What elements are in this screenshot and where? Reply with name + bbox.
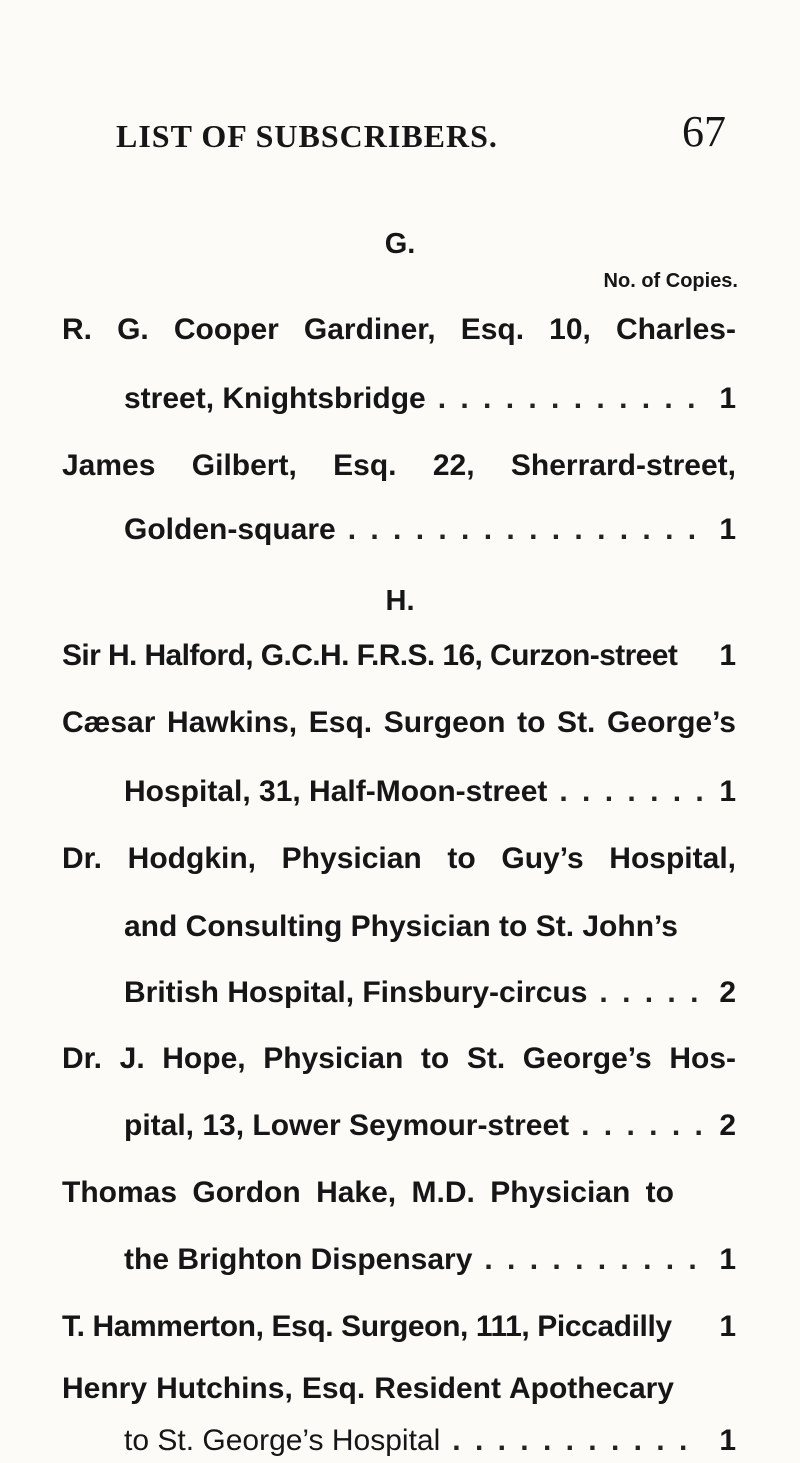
dot-leader xyxy=(452,1419,703,1463)
entry-text: T. Hammerton, Esq. Surgeon, 111, Piccadilly xyxy=(62,1310,672,1343)
entry-gilbert-line-1 xyxy=(62,444,736,488)
page-number: 67 xyxy=(682,107,726,156)
entry-gardiner-line-1 xyxy=(62,308,736,352)
entry-text: R. G. Cooper Gardiner, Esq. 10, Charles- xyxy=(62,313,736,346)
entry-hutchins-line-1 xyxy=(62,1367,674,1411)
copies-count: 1 xyxy=(719,1424,736,1457)
copies-count: 1 xyxy=(719,639,736,672)
copies-count: 2 xyxy=(719,976,736,1009)
entry-hodgkin-line-2 xyxy=(124,905,736,949)
dot-leader xyxy=(599,971,703,1015)
entry-hodgkin-line-1 xyxy=(62,837,736,881)
copies-count: 1 xyxy=(719,1243,736,1276)
copies-count: 2 xyxy=(719,1109,736,1142)
entry-text: to St. George’s Hospital xyxy=(124,1424,441,1457)
dot-leader xyxy=(484,1238,703,1282)
entry-text: British Hospital, Finsbury-circus xyxy=(124,976,588,1009)
copies-count: 1 xyxy=(719,775,736,808)
copies-column-heading: No. of Copies. xyxy=(603,270,738,292)
entry-text: pital, 13, Lower Seymour-street xyxy=(124,1109,570,1142)
dot-leader xyxy=(438,377,704,421)
dot-leader xyxy=(581,1104,703,1148)
entry-text: Hospital, 31, Half-Moon-street xyxy=(124,775,548,808)
entry-text: Thomas Gordon Hake, M.D. Physician to xyxy=(62,1176,674,1209)
section-letter-g: G. xyxy=(384,228,416,260)
entry-hutchins-line-2 xyxy=(124,1419,736,1463)
entry-gardiner-line-2 xyxy=(124,377,736,421)
entry-text: James Gilbert, Esq. 22, Sherrard-street, xyxy=(62,449,736,482)
entry-hope-line-1 xyxy=(62,1037,736,1081)
entry-hake-line-2 xyxy=(124,1238,736,1282)
dot-leader xyxy=(559,770,703,814)
entry-hope-line-2 xyxy=(124,1104,736,1148)
entry-text: Dr. Hodgkin, Physician to Guy’s Hospital, xyxy=(62,842,736,875)
entry-text: Dr. J. Hope, Physician to St. George’s Hos- xyxy=(62,1042,736,1075)
running-head xyxy=(116,107,726,162)
entry-hodgkin-line-3 xyxy=(124,971,736,1015)
entry-hake-line-1 xyxy=(62,1171,674,1215)
running-title: LIST OF SUBSCRIBERS. xyxy=(116,118,498,154)
entry-hawkins-line-2 xyxy=(124,770,736,814)
entry-text: street, Knightsbridge xyxy=(124,382,426,415)
entry-hawkins-line-1 xyxy=(62,701,736,745)
entry-text: and Consulting Physician to St. John’s xyxy=(124,910,678,943)
entry-gilbert-line-2 xyxy=(124,508,736,552)
entry-hammerton-line-1 xyxy=(62,1305,736,1349)
entry-text: Golden-square xyxy=(124,513,336,546)
dot-leader xyxy=(348,508,704,552)
entry-halford-line-1 xyxy=(62,634,736,678)
entry-text: Sir H. Halford, G.C.H. F.R.S. 16, Curzon-street xyxy=(62,639,678,672)
copies-count: 1 xyxy=(719,513,736,546)
copies-count: 1 xyxy=(719,1310,736,1343)
entry-text: the Brighton Dispensary xyxy=(124,1243,473,1276)
entry-text: Cæsar Hawkins, Esq. Surgeon to St. George’s xyxy=(62,706,736,739)
section-letter-h: H. xyxy=(385,585,415,617)
copies-count: 1 xyxy=(719,382,736,415)
entry-text: Henry Hutchins, Esq. Resident Apothecary xyxy=(62,1372,674,1405)
